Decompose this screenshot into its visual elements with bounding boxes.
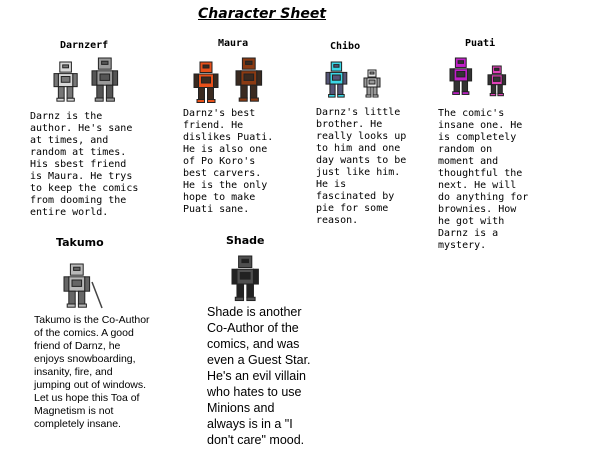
character-description-darnzerf: Darnz is the author. He's sane at times, and random at times. His sbest friend is Maura. He trys to keep the comics from dooming the entire world.: [30, 111, 139, 218]
dark-grey-robot-figure-icon: [230, 254, 264, 302]
character-name-puati: Puati: [465, 38, 496, 49]
character-name-maura: Maura: [218, 38, 249, 49]
cyan-white-robot-figures-icon: [324, 60, 394, 98]
character-name-chibo: Chibo: [330, 41, 361, 52]
character-description-chibo: Darnz's little brother. He really looks up to him and one day wants to be just like him. He is fascinated by pie for some reason.: [316, 107, 407, 226]
white-grey-robot-figures-icon: [52, 56, 122, 104]
page-title: Character Sheet: [198, 6, 327, 22]
character-description-shade: Shade is another Co-Author of the comics, and was even a Guest Star. He's an evil villain who hates to use Minions and always is in a "I don't care" mood.: [207, 305, 311, 447]
character-name-darnzerf: Darnzerf: [60, 40, 109, 51]
magenta-robot-figures-icon: [448, 58, 518, 98]
orange-brown-robot-figures-icon: [192, 58, 262, 104]
silver-robot-with-trident-icon: [60, 262, 104, 310]
character-name-takumo: Takumo: [56, 236, 104, 249]
character-name-shade: Shade: [226, 234, 265, 247]
character-description-maura: Darnz's best friend. He dislikes Puati. He is also one of Po Koro's best carvers. He is the only hope to make Puati sane.: [183, 108, 274, 215]
character-description-puati: The comic's insane one. He is completely random on moment and thoughtful the next. He will do anything for brownies. How he got with Darnz is a mystery.: [438, 108, 529, 251]
character-description-takumo: Takumo is the Co-Author of the comics. A good friend of Darnz, he enjoys snowboarding, insanity, fire, and jumping out of windows. Let us hope this Toa of Magnetism is not completely insane.: [34, 314, 150, 430]
